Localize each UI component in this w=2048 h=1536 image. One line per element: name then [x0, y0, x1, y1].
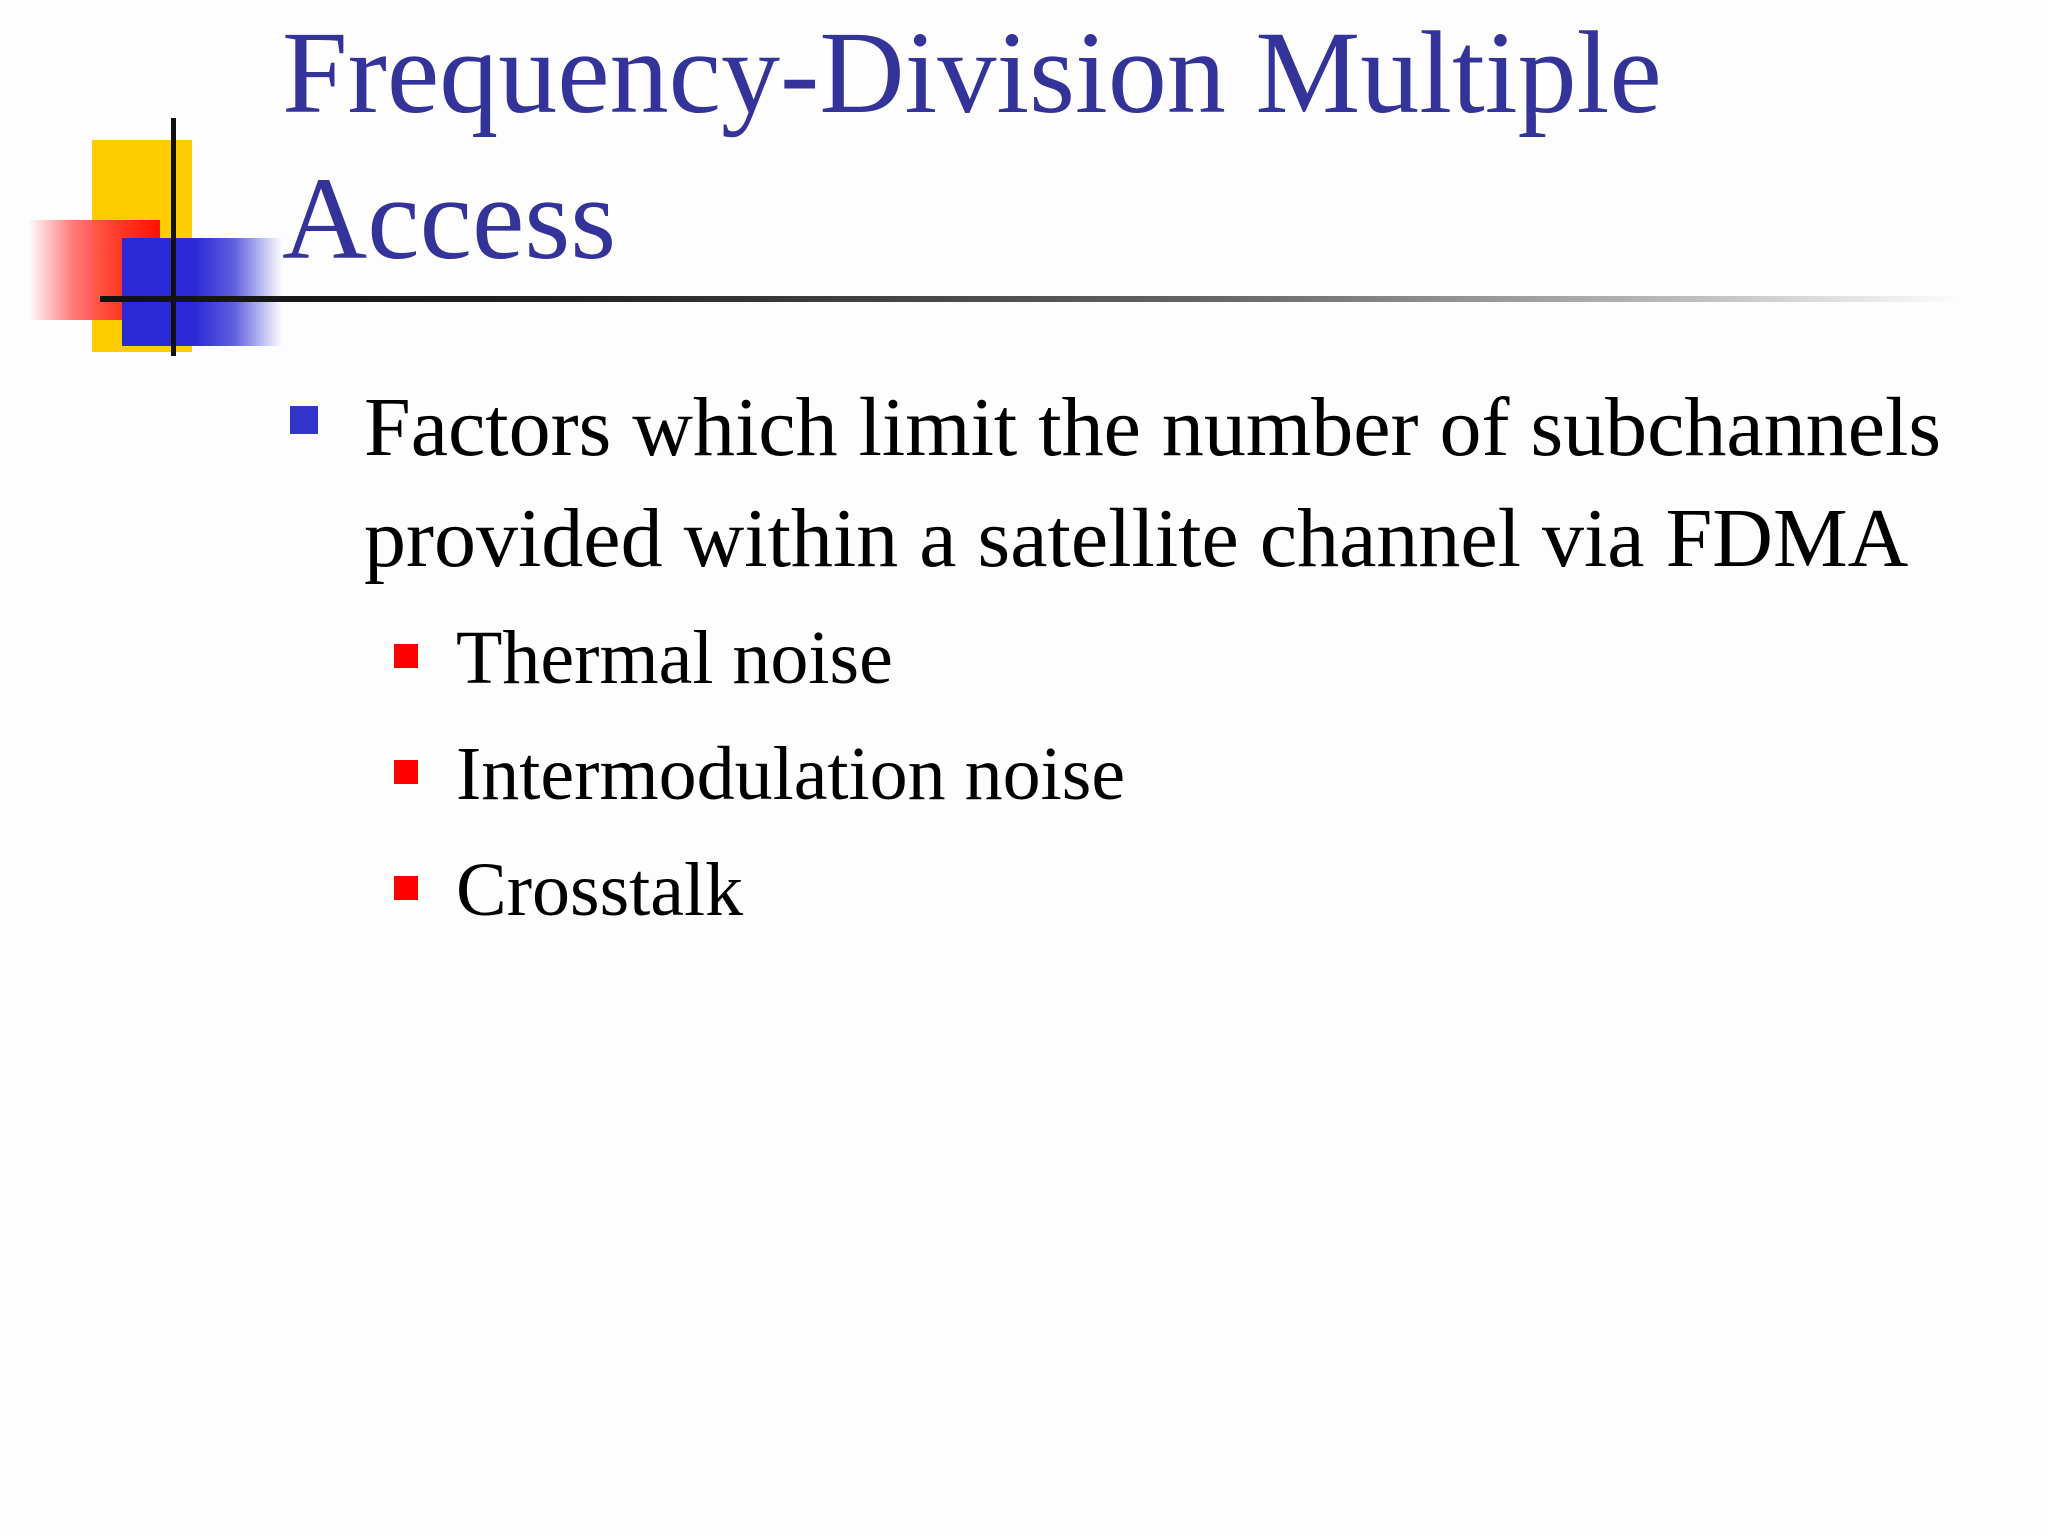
square-bullet-icon [290, 406, 318, 434]
deco-vertical-line [171, 118, 176, 356]
sub-bullet-item [394, 716, 1982, 832]
deco-blue-square [122, 238, 282, 346]
bullet-item [282, 372, 1982, 594]
sub-bullet-text: Thermal noise [456, 616, 893, 700]
slide-body [282, 372, 1982, 948]
title-underline-rule [100, 296, 1960, 302]
sub-bullet-item [394, 832, 1982, 948]
sub-bullet-item [394, 600, 1982, 716]
sub-bullet-text: Intermodulation noise [456, 732, 1126, 816]
square-bullet-icon [394, 760, 418, 784]
square-bullet-icon [394, 644, 418, 668]
slide-title: Frequency-Division Multiple Access [282, 7, 1662, 284]
sub-bullet-list [282, 600, 1982, 948]
bullet-text: Factors which limit the number of subchannels provided within a satellite channel via FDMA [364, 381, 1942, 585]
sub-bullet-text: Crosstalk [456, 848, 744, 932]
square-bullet-icon [394, 876, 418, 900]
